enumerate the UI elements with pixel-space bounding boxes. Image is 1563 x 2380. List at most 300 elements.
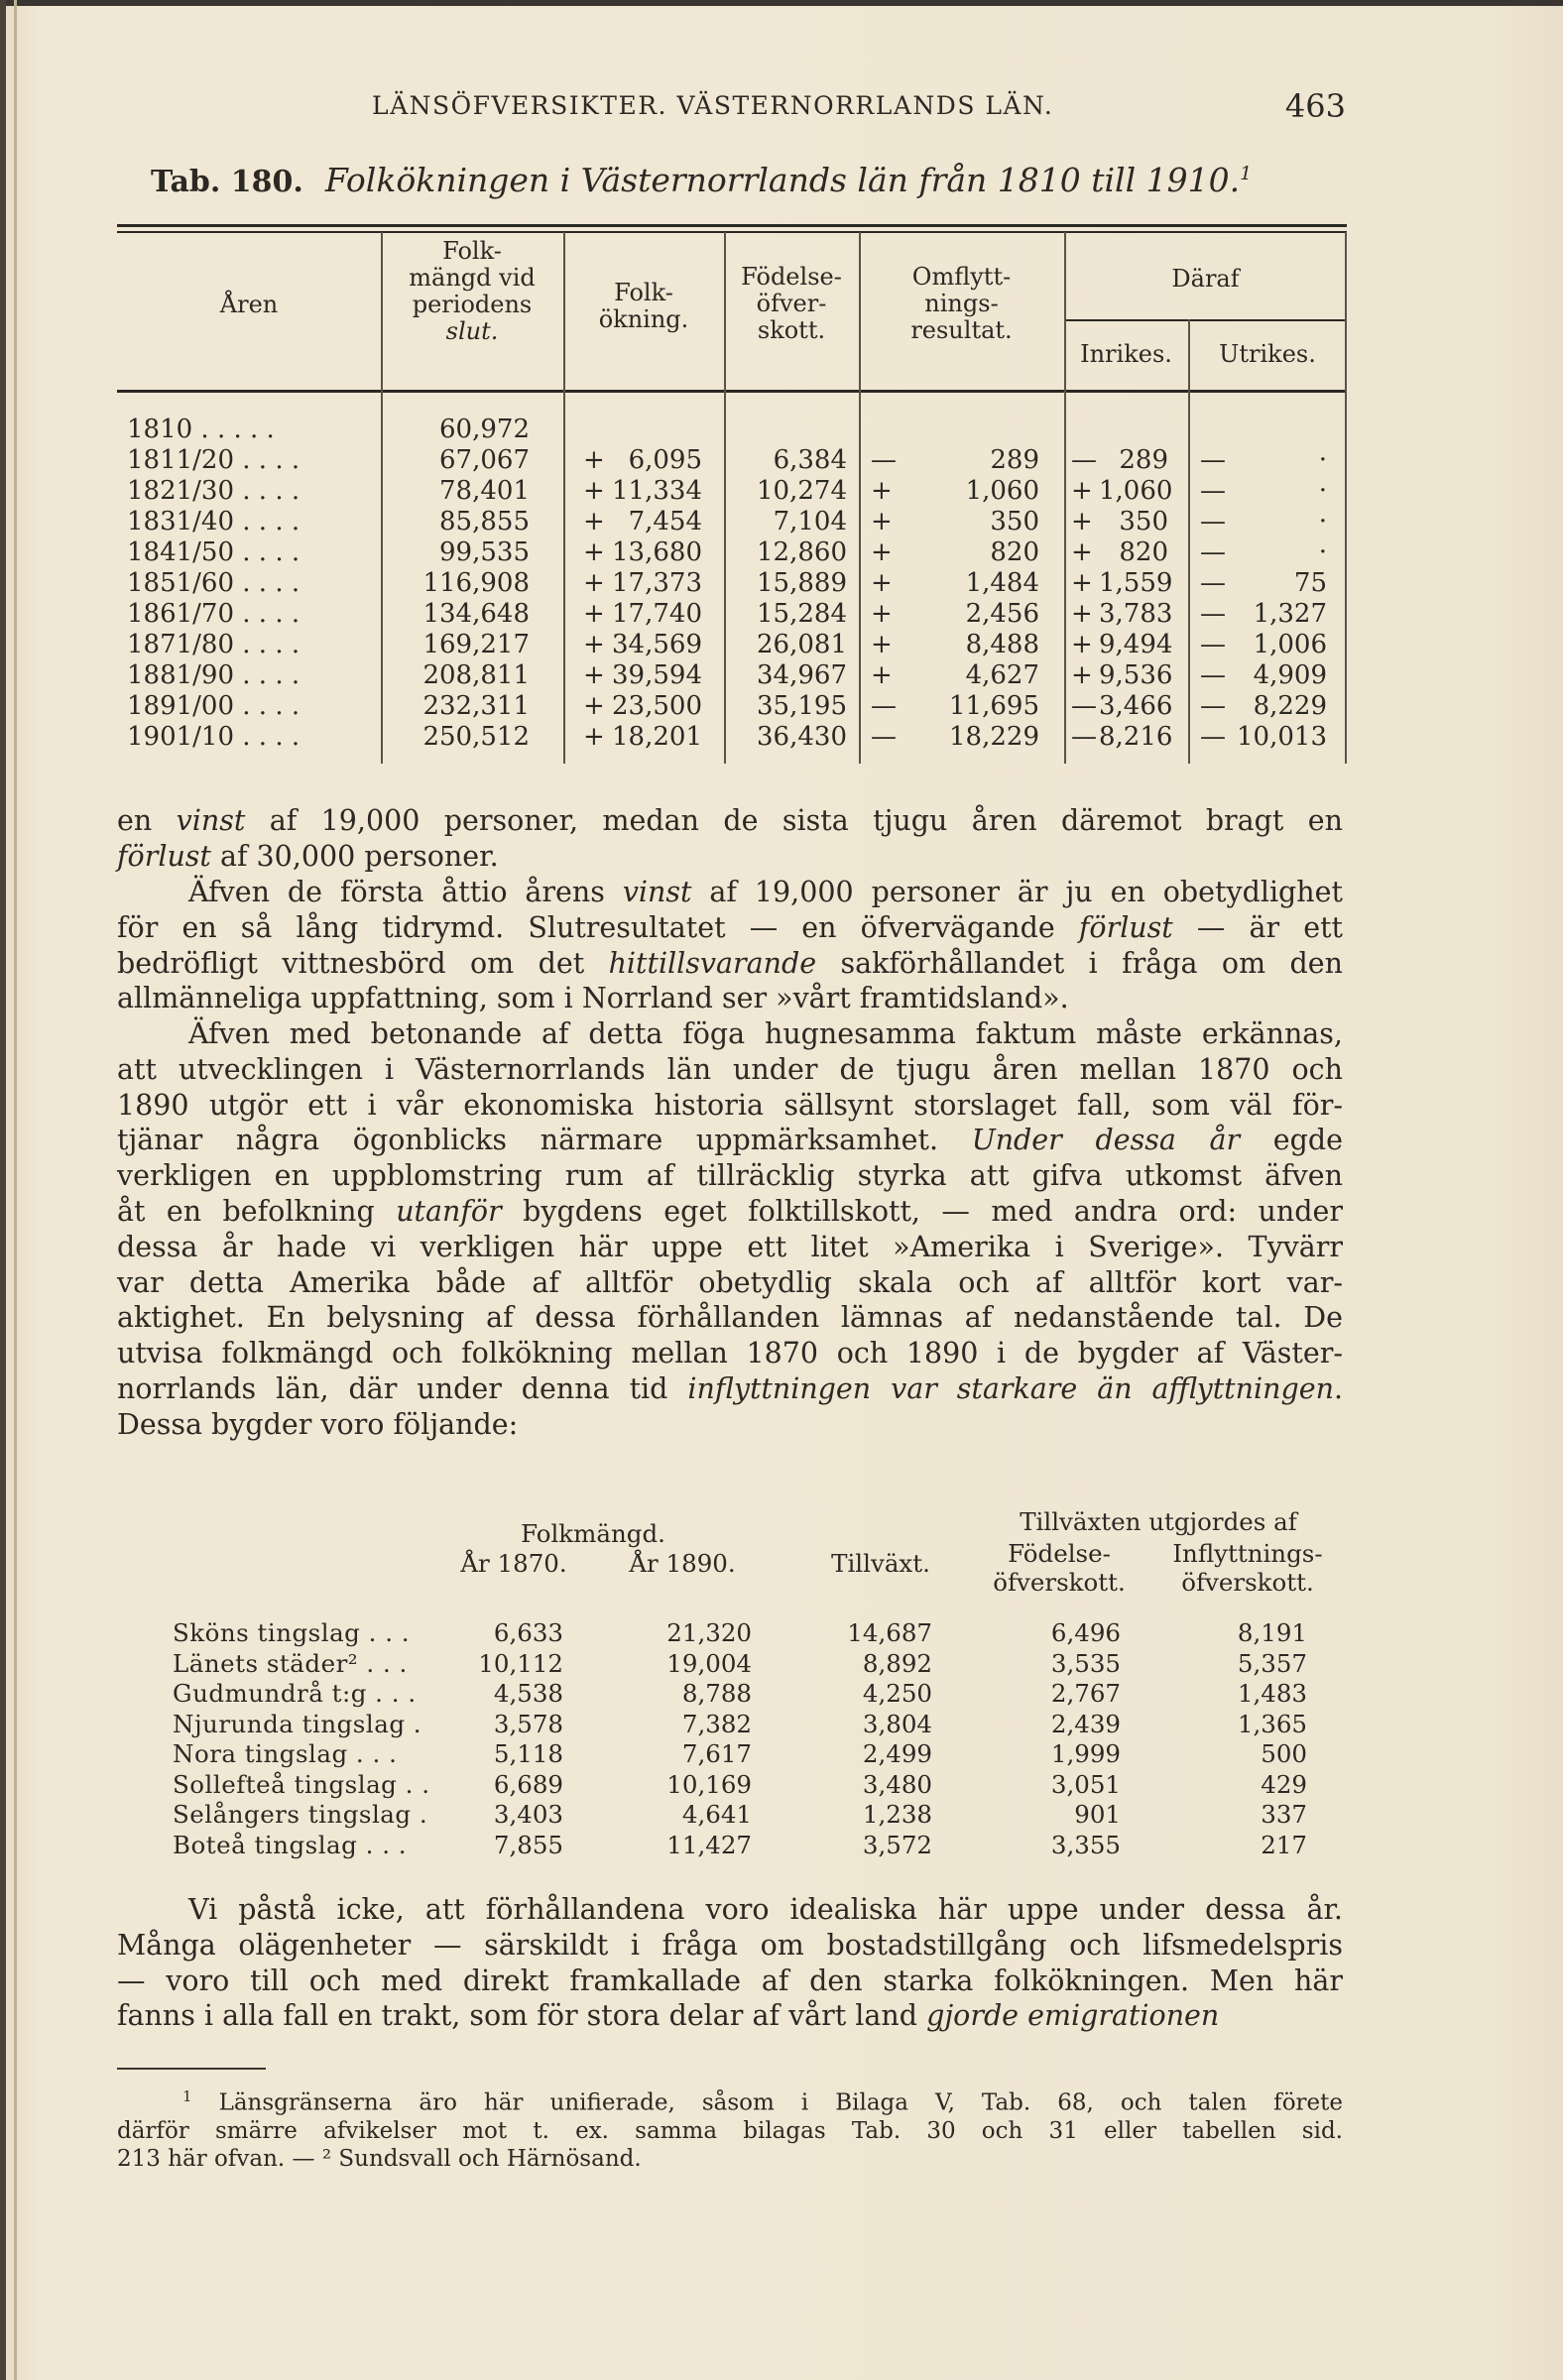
page-top-edge: [0, 0, 1563, 6]
footnote-line: [117, 2082, 1343, 2117]
foreign-cell: 4,909: [1253, 660, 1327, 690]
birth-surplus-cell: 12,860: [757, 537, 847, 567]
population-cell: 250,512: [422, 722, 530, 752]
text-run: .: [1333, 1371, 1343, 1405]
increase-cell: 13,680: [612, 537, 702, 567]
table-row: [117, 537, 1347, 567]
birth-surplus-cell: 10,274: [757, 476, 847, 506]
text-line: [117, 981, 1343, 1016]
birth-surplus-cell: 6,384: [773, 445, 847, 475]
migration-sign: +: [871, 660, 893, 690]
emphasis: förlust: [1078, 910, 1173, 944]
text-line: [117, 1158, 1343, 1194]
table-row: [117, 1710, 1347, 1739]
domestic-cell: 820: [1119, 537, 1168, 567]
birth-surplus-cell: 15,889: [757, 568, 847, 598]
running-title: LÄNSÖFVERSIKTER. VÄSTERNORRLANDS LÄN.: [372, 91, 1054, 120]
population-cell: 60,972: [439, 415, 530, 444]
table-row: [117, 1618, 1347, 1648]
pop-1870-cell: 3,578: [493, 1709, 563, 1738]
text-line: [117, 1052, 1343, 1088]
foreign-cell: 1,006: [1253, 630, 1327, 659]
text-run: Äfven de första åttio årens: [188, 876, 623, 908]
header-tillvaxt: Tillväxt.: [831, 1549, 930, 1578]
text-run: allmänneliga uppfattning, som i Norrland ser »vårt framtidsland».: [117, 982, 1069, 1015]
emphasis: vinst: [622, 876, 692, 908]
domestic-sign: +: [1071, 476, 1093, 506]
domestic-sign: +: [1071, 568, 1093, 598]
growth-cell: 2,499: [862, 1739, 932, 1768]
increase-cell: 7,454: [628, 507, 702, 536]
header-fodelse-line: öfver-: [756, 290, 827, 317]
inmigration-surplus-cell: 337: [1261, 1800, 1307, 1829]
growth-cell: 4,250: [862, 1679, 932, 1708]
text-line: [117, 1998, 1343, 2034]
increase-cell: 17,740: [612, 599, 702, 629]
year-cell: 1901/10 . . . .: [127, 722, 301, 752]
growth-cell: 3,480: [862, 1769, 932, 1799]
text-run: sakförhållandet i fråga om den: [816, 946, 1343, 980]
foreign-cell: 8,229: [1253, 691, 1327, 721]
increase-cell: 18,201: [612, 722, 702, 752]
domestic-cell: 8,216: [1099, 722, 1173, 752]
domestic-sign: +: [1071, 507, 1093, 536]
footnotes: [117, 2082, 1343, 2173]
increase-sign: +: [583, 630, 605, 659]
birth-surplus-cell: 36,430: [757, 722, 847, 752]
year-cell: 1821/30 . . . .: [127, 476, 301, 506]
text-run: tjänar några ögonblicks närmare uppmärksamhet.: [117, 1124, 972, 1157]
population-cell: 169,217: [422, 630, 530, 659]
header-line: Inflyttnings-: [1172, 1539, 1323, 1568]
text-run: Dessa bygder voro följande:: [117, 1407, 519, 1441]
text-run: att utvecklingen i Västernorrlands län under de tjugu åren mellan 1870 och: [117, 1052, 1343, 1086]
migration-sign: +: [871, 507, 893, 536]
text-run: åt en befolkning: [117, 1194, 397, 1228]
foreign-cell: ·: [1318, 507, 1327, 536]
increase-sign: +: [583, 722, 605, 752]
header-tillvaxten: Tillväxten utgjordes af: [1020, 1507, 1297, 1536]
increase-cell: 6,095: [628, 445, 702, 475]
district-name: Nora tingslag . . .: [173, 1739, 398, 1768]
growth-cell: 3,804: [862, 1709, 932, 1738]
birth-surplus-cell: 7,104: [773, 507, 847, 536]
district-name: Sköns tingslag . . .: [173, 1618, 411, 1647]
domestic-cell: 3,466: [1099, 691, 1173, 721]
increase-sign: +: [583, 476, 605, 506]
table-number: Tab. 180.: [151, 165, 303, 199]
text-run: egde: [1240, 1124, 1344, 1157]
table-caption: [151, 161, 1341, 199]
foreign-cell: ·: [1318, 476, 1327, 506]
domestic-sign: —: [1071, 445, 1097, 475]
foreign-sign: —: [1200, 537, 1226, 567]
population-cell: 134,648: [422, 599, 530, 629]
table-row: [117, 568, 1347, 598]
header-bottom-rule: [117, 390, 1347, 393]
population-cell: 85,855: [439, 507, 530, 536]
header-line: öfverskott.: [993, 1568, 1126, 1597]
inmigration-surplus-cell: 429: [1261, 1769, 1307, 1799]
footnote-text: därför smärre afvikelser mot t. ex. samma bilagas Tab. 30 och 31 eller tabellen sid.: [117, 2117, 1343, 2144]
pop-1890-cell: 4,641: [681, 1800, 752, 1829]
foreign-cell: 1,327: [1253, 599, 1327, 629]
migration-sign: +: [871, 568, 893, 598]
growth-cell: 14,687: [847, 1618, 932, 1647]
district-name: Njurunda tingslag .: [173, 1709, 422, 1738]
text-line: [117, 910, 1343, 946]
inmigration-surplus-cell: 500: [1261, 1739, 1307, 1768]
emphasis: hittillsvarande: [608, 946, 817, 980]
foreign-sign: —: [1200, 445, 1226, 475]
year-cell: 1871/80 . . . .: [127, 630, 301, 659]
population-cell: 232,311: [422, 691, 530, 721]
migration-sign: +: [871, 630, 893, 659]
table-row: [117, 415, 1347, 444]
text-line: [117, 1371, 1343, 1407]
population-cell: 99,535: [439, 537, 530, 567]
pop-1890-cell: 19,004: [666, 1648, 752, 1678]
table-row: [117, 1770, 1347, 1800]
district-name: Boteå tingslag . . .: [173, 1830, 408, 1859]
foreign-sign: —: [1200, 507, 1226, 536]
domestic-cell: 9,536: [1099, 660, 1173, 690]
domestic-cell: 1,559: [1099, 568, 1173, 598]
domestic-sign: —: [1071, 722, 1097, 752]
migration-sign: —: [871, 445, 897, 475]
foreign-cell: ·: [1318, 445, 1327, 475]
birth-surplus-cell: 3,051: [1050, 1769, 1121, 1799]
population-cell: 208,811: [422, 660, 530, 690]
birth-surplus-cell: 35,195: [757, 691, 847, 721]
text-run: dessa år hade vi verkligen här uppe ett litet »Amerika i Sverige». Tyvärr: [117, 1230, 1343, 1263]
text-run: för en så lång tidrymd. Slutresultatet — en öfvervägande: [117, 910, 1079, 944]
text-run: 1890 utgör ett i vår ekonomiska historia sällsynt storslaget fall, som väl för-: [117, 1088, 1343, 1122]
daraf-sub-rule: [1064, 319, 1347, 321]
domestic-cell: 3,783: [1099, 599, 1173, 629]
increase-sign: +: [583, 445, 605, 475]
table-top-rule: [117, 224, 1347, 227]
text-run: — är ett: [1172, 910, 1343, 944]
footnote-text: Länsgränserna äro här unifierade, såsom i Bilaga V, Tab. 68, och talen förete: [191, 2089, 1343, 2116]
paragraph-2: [117, 875, 1343, 1016]
year-cell: 1861/70 . . . .: [127, 599, 301, 629]
text-line: [117, 1336, 1343, 1371]
population-cell: 78,401: [439, 476, 530, 506]
header-omflyttning: [859, 264, 1064, 344]
foreign-sign: —: [1200, 722, 1226, 752]
footnote-line: [117, 2117, 1343, 2145]
header-folkmangd-line: periodens: [412, 291, 533, 318]
foreign-sign: —: [1200, 630, 1226, 659]
header-fodelseoverskott: [970, 1539, 1148, 1597]
text-run: bedröfligt vittnesbörd om det: [117, 946, 609, 980]
text-line: [117, 875, 1343, 910]
text-line: [117, 839, 1343, 875]
foreign-cell: 10,013: [1237, 722, 1327, 752]
footnote-rule: [117, 2068, 266, 2070]
migration-cell: 8,488: [965, 630, 1039, 659]
header-fodelseoverskott: [724, 264, 859, 344]
header-omfl-line: resultat.: [910, 316, 1013, 344]
birth-surplus-cell: 1,999: [1050, 1739, 1121, 1768]
table-row: [117, 599, 1347, 629]
table-row: [117, 691, 1347, 721]
text-run: Många olägenheter — särskildt i fråga om bostadstillgång och lifsmedelspris: [117, 1928, 1343, 1962]
header-omfl-line: nings-: [924, 290, 999, 317]
text-line: [117, 1407, 1343, 1443]
text-run: af 30,000 personer.: [210, 839, 499, 873]
domestic-sign: +: [1071, 599, 1093, 629]
migration-cell: 11,695: [949, 691, 1039, 721]
table-row: [117, 1831, 1347, 1860]
population-cell: 116,908: [422, 568, 530, 598]
table-row: [117, 1679, 1347, 1709]
table-row: [117, 660, 1347, 690]
year-cell: 1831/40 . . . .: [127, 507, 301, 536]
increase-sign: +: [583, 691, 605, 721]
district-name: Selångers tingslag .: [173, 1800, 428, 1829]
foreign-sign: —: [1200, 691, 1226, 721]
district-growth-table: [117, 1507, 1347, 1874]
text-line: [117, 1928, 1343, 1964]
migration-sign: +: [871, 476, 893, 506]
birth-surplus-cell: 34,967: [757, 660, 847, 690]
population-growth-table: [117, 220, 1347, 766]
birth-surplus-cell: 15,284: [757, 599, 847, 629]
migration-sign: —: [871, 722, 897, 752]
footnote-text: 213 här ofvan. — ² Sundsvall och Härnösand.: [117, 2145, 642, 2172]
migration-cell: 350: [990, 507, 1039, 536]
migration-sign: +: [871, 537, 893, 567]
increase-cell: 34,569: [612, 630, 702, 659]
foreign-sign: —: [1200, 599, 1226, 629]
migration-cell: 1,060: [965, 476, 1039, 506]
pop-1870-cell: 3,403: [493, 1800, 563, 1829]
pop-1870-cell: 6,633: [493, 1618, 563, 1647]
header-ar-1870: År 1870.: [460, 1549, 567, 1578]
domestic-sign: +: [1071, 660, 1093, 690]
header-line: öfverskott.: [1181, 1568, 1314, 1597]
year-cell: 1811/20 . . . .: [127, 445, 301, 475]
paragraph-4: [117, 1892, 1343, 2034]
birth-surplus-cell: 3,535: [1050, 1648, 1121, 1678]
header-daraf: Däraf: [1171, 265, 1240, 293]
footnote-ref: 1: [1240, 163, 1253, 184]
header-folkmangd-line: slut.: [445, 317, 499, 345]
running-header: [372, 87, 1346, 131]
header-folkmangd: Folkmängd.: [521, 1519, 665, 1548]
text-line: [117, 1300, 1343, 1336]
inmigration-surplus-cell: 5,357: [1237, 1648, 1307, 1678]
table-row: [117, 1739, 1347, 1769]
header-utrikes: Utrikes.: [1219, 340, 1316, 368]
domestic-cell: 350: [1119, 507, 1168, 536]
emphasis: förlust: [117, 839, 211, 873]
domestic-sign: +: [1071, 537, 1093, 567]
inmigration-surplus-cell: 217: [1261, 1830, 1307, 1859]
paragraph-3: [117, 1016, 1343, 1443]
table-row: [117, 1800, 1347, 1830]
header-fodelse-line: Födelse-: [741, 263, 842, 291]
text-run: Vi påstå icke, att förhållandena voro idealiska här uppe under dessa år.: [188, 1893, 1343, 1926]
growth-cell: 3,572: [862, 1830, 932, 1859]
birth-surplus-cell: 2,439: [1050, 1709, 1121, 1738]
increase-cell: 17,373: [612, 568, 702, 598]
header-line: Födelse-: [1008, 1539, 1111, 1568]
birth-surplus-cell: 26,081: [757, 630, 847, 659]
header-inrikes: Inrikes.: [1080, 340, 1172, 368]
pop-1890-cell: 7,382: [681, 1709, 752, 1738]
increase-sign: +: [583, 507, 605, 536]
page-number: 463: [1284, 87, 1346, 125]
birth-surplus-cell: 901: [1074, 1800, 1121, 1829]
text-line: [117, 1194, 1343, 1230]
migration-cell: 4,627: [965, 660, 1039, 690]
increase-sign: +: [583, 568, 605, 598]
header-ar-1890: År 1890.: [629, 1549, 736, 1578]
increase-cell: 11,334: [612, 476, 702, 506]
inmigration-surplus-cell: 8,191: [1237, 1618, 1307, 1647]
text-run: bygdens eget folktillskott, — med andra ord: under: [501, 1194, 1343, 1228]
text-line: [117, 946, 1343, 982]
table-row: [117, 507, 1347, 536]
year-cell: 1851/60 . . . .: [127, 568, 301, 598]
growth-cell: 1,238: [862, 1800, 932, 1829]
population-cell: 67,067: [439, 445, 530, 475]
header-folkmangd-line: mängd vid: [409, 264, 536, 292]
year-cell: 1891/00 . . . .: [127, 691, 301, 721]
text-line: [117, 1016, 1343, 1052]
year-cell: 1881/90 . . . .: [127, 660, 301, 690]
migration-sign: +: [871, 599, 893, 629]
district-name: Sollefteå tingslag . .: [173, 1769, 430, 1799]
text-line: [117, 1123, 1343, 1158]
header-okning-line: ökning.: [598, 305, 689, 333]
growth-cell: 8,892: [862, 1648, 932, 1678]
header-folkokning: [563, 280, 724, 333]
birth-surplus-cell: 3,355: [1050, 1830, 1121, 1859]
emphasis: utanför: [396, 1194, 502, 1228]
inmigration-surplus-cell: 1,483: [1237, 1679, 1307, 1708]
pop-1890-cell: 21,320: [666, 1618, 752, 1647]
text-line: [117, 1892, 1343, 1928]
migration-cell: 18,229: [949, 722, 1039, 752]
increase-sign: +: [583, 537, 605, 567]
text-line: [117, 1265, 1343, 1301]
foreign-sign: —: [1200, 660, 1226, 690]
table-row: [117, 1649, 1347, 1679]
increase-cell: 39,594: [612, 660, 702, 690]
increase-cell: 23,500: [612, 691, 702, 721]
footnote-mark: 1: [182, 2087, 192, 2105]
foreign-cell: 75: [1293, 568, 1327, 598]
pop-1870-cell: 4,538: [493, 1679, 563, 1708]
birth-surplus-cell: 6,496: [1050, 1618, 1121, 1647]
header-omfl-line: Omflytt-: [911, 263, 1012, 291]
table-top-rule-2: [117, 231, 1347, 233]
text-run: var detta Amerika både af alltför obetydlig skala och af alltför kort var-: [117, 1265, 1343, 1299]
emphasis: Under dessa år: [971, 1124, 1241, 1157]
text-line: [117, 1964, 1343, 1999]
pop-1890-cell: 11,427: [666, 1830, 752, 1859]
migration-sign: —: [871, 691, 897, 721]
table-row: [117, 445, 1347, 475]
header-folkmangd-line: Folk-: [442, 237, 502, 265]
pop-1890-cell: 10,169: [666, 1769, 752, 1799]
migration-cell: 1,484: [965, 568, 1039, 598]
text-line: [117, 803, 1343, 839]
foreign-cell: ·: [1318, 537, 1327, 567]
table-title-text: Folkökningen i Västernorrlands län från 1810 till 1910.: [324, 161, 1241, 199]
paragraph-1: [117, 803, 1343, 875]
emphasis: inflyttningen var starkare än afflyttningen: [687, 1371, 1334, 1405]
foreign-sign: —: [1200, 476, 1226, 506]
domestic-sign: —: [1071, 691, 1097, 721]
text-line: [117, 1230, 1343, 1265]
text-run: af 19,000 personer är ju en obetydlighet: [691, 876, 1343, 908]
text-run: norrlands län, där under denna tid: [117, 1371, 688, 1405]
pop-1870-cell: 5,118: [493, 1739, 563, 1768]
pop-1870-cell: 7,855: [493, 1830, 563, 1859]
header-aren: Åren: [219, 291, 279, 318]
emphasis: gjorde emigrationen: [926, 1999, 1220, 2033]
domestic-sign: +: [1071, 630, 1093, 659]
text-run: — voro till och med direkt framkallade af den starka folkökningen. Men här: [117, 1964, 1343, 1997]
emphasis: vinst: [176, 804, 246, 837]
header-inflyttningsoverskott: [1148, 1539, 1347, 1597]
year-cell: 1841/50 . . . .: [127, 537, 301, 567]
increase-sign: +: [583, 660, 605, 690]
text-run: en: [117, 804, 177, 837]
footnote-line: [117, 2145, 1343, 2173]
text-run: verkligen en uppblomstring rum af tillräcklig styrka att gifva utkomst äfven: [117, 1159, 1343, 1193]
domestic-cell: 289: [1119, 445, 1168, 475]
migration-cell: 2,456: [965, 599, 1039, 629]
header-okning-line: Folk-: [614, 279, 673, 306]
domestic-cell: 1,060: [1099, 476, 1173, 506]
page-binding-edge: [0, 0, 6, 2380]
foreign-sign: —: [1200, 568, 1226, 598]
text-run: Äfven med betonande af detta föga hugnesamma faktum måste erkännas,: [188, 1017, 1343, 1050]
table-row: [117, 630, 1347, 659]
inmigration-surplus-cell: 1,365: [1237, 1709, 1307, 1738]
district-name: Gudmundrå t:g . . .: [173, 1679, 417, 1708]
migration-cell: 289: [990, 445, 1039, 475]
text-run: fanns i alla fall en trakt, som för stora delar af vårt land: [117, 1999, 927, 2033]
header-folkmangd: [381, 238, 563, 345]
pop-1890-cell: 7,617: [681, 1739, 752, 1768]
pop-1870-cell: 10,112: [478, 1648, 563, 1678]
text-run: utvisa folkmängd och folkökning mellan 1870 och 1890 i de bygder af Väster-: [117, 1337, 1343, 1370]
page-binding-shadow: [14, 0, 17, 2380]
table-row: [117, 476, 1347, 506]
migration-cell: 820: [990, 537, 1039, 567]
table-row: [117, 722, 1347, 752]
text-run: af 19,000 personer, medan de sista tjugu åren däremot bragt en: [245, 804, 1344, 837]
pop-1890-cell: 8,788: [681, 1679, 752, 1708]
pop-1870-cell: 6,689: [493, 1769, 563, 1799]
birth-surplus-cell: 2,767: [1050, 1679, 1121, 1708]
table-title: [325, 161, 1252, 199]
year-cell: 1810 . . . . .: [127, 415, 275, 444]
header-fodelse-line: skott.: [757, 316, 826, 344]
text-run: aktighet. En belysning af dessa förhållanden lämnas af nedanstående tal. De: [117, 1301, 1343, 1335]
increase-sign: +: [583, 599, 605, 629]
domestic-cell: 9,494: [1099, 630, 1173, 659]
text-line: [117, 1088, 1343, 1124]
district-name: Länets städer² . . .: [173, 1648, 408, 1678]
